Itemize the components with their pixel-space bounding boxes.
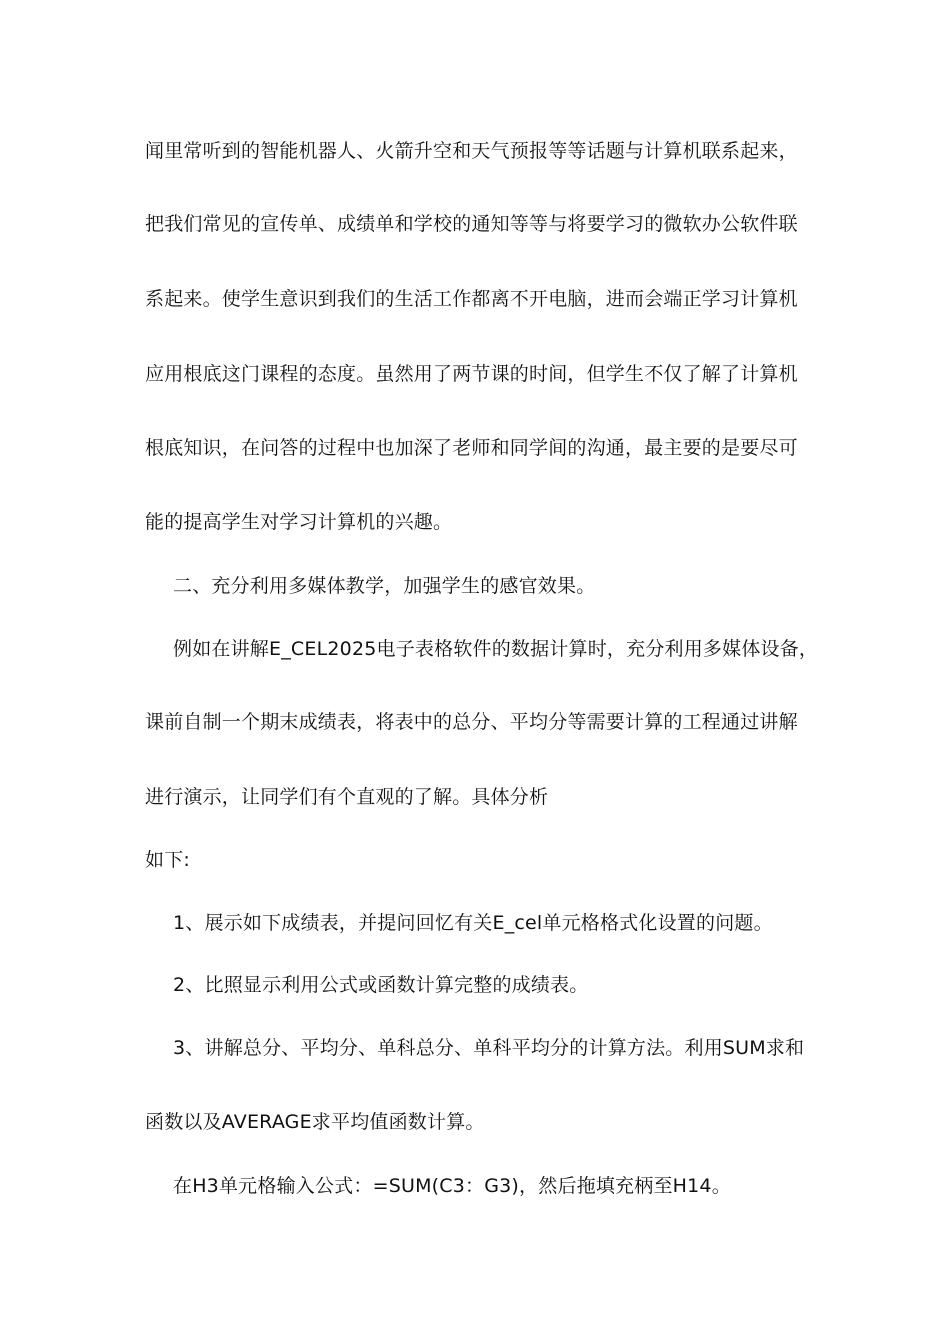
section-heading: 二、充分利用多媒体教学，加强学生的感官效果。 [173, 575, 596, 597]
list-item-3-continued: 函数以及AVERAGE求平均值函数计算。 [145, 1111, 485, 1133]
paragraph-line-6: 能的提高学生对学习计算机的兴趣。 [145, 511, 453, 533]
paragraph-line-3: 系起来。使学生意识到我们的生活工作都离不开电脑，进而会端正学习计算机 [145, 288, 798, 310]
formula-instruction: 在H3单元格输入公式：=SUM(C3：G3)，然后拖填充柄至H14。 [173, 1175, 731, 1197]
paragraph-line-2: 把我们常见的宣传单、成绩单和学校的通知等等与将要学习的微软办公软件联 [145, 213, 798, 235]
paragraph-line-1: 闻里常听到的智能机器人、火箭升空和天气预报等等话题与计算机联系起来， [145, 140, 798, 162]
paragraph-line-9: 进行演示，让同学们有个直观的了解。具体分析 [145, 786, 549, 808]
paragraph-line-8: 课前自制一个期末成绩表，将表中的总分、平均分等需要计算的工程通过讲解 [145, 711, 798, 733]
list-item-3: 3、讲解总分、平均分、单科总分、单科平均分的计算方法。利用SUM求和 [173, 1037, 805, 1059]
paragraph-line-7: 例如在讲解E_CEL2025电子表格软件的数据计算时，充分利用多媒体设备， [173, 638, 819, 660]
list-item-2: 2、比照显示利用公式或函数计算完整的成绩表。 [173, 974, 589, 996]
list-item-1: 1、展示如下成绩表，并提问回忆有关E_cel单元格格式化设置的问题。 [173, 912, 773, 934]
paragraph-line-5: 根底知识，在问答的过程中也加深了老师和同学间的沟通，最主要的是要尽可 [145, 437, 798, 459]
paragraph-line-4: 应用根底这门课程的态度。虽然用了两节课的时间，但学生不仅了解了计算机 [145, 363, 798, 385]
paragraph-line-10: 如下: [145, 849, 191, 871]
